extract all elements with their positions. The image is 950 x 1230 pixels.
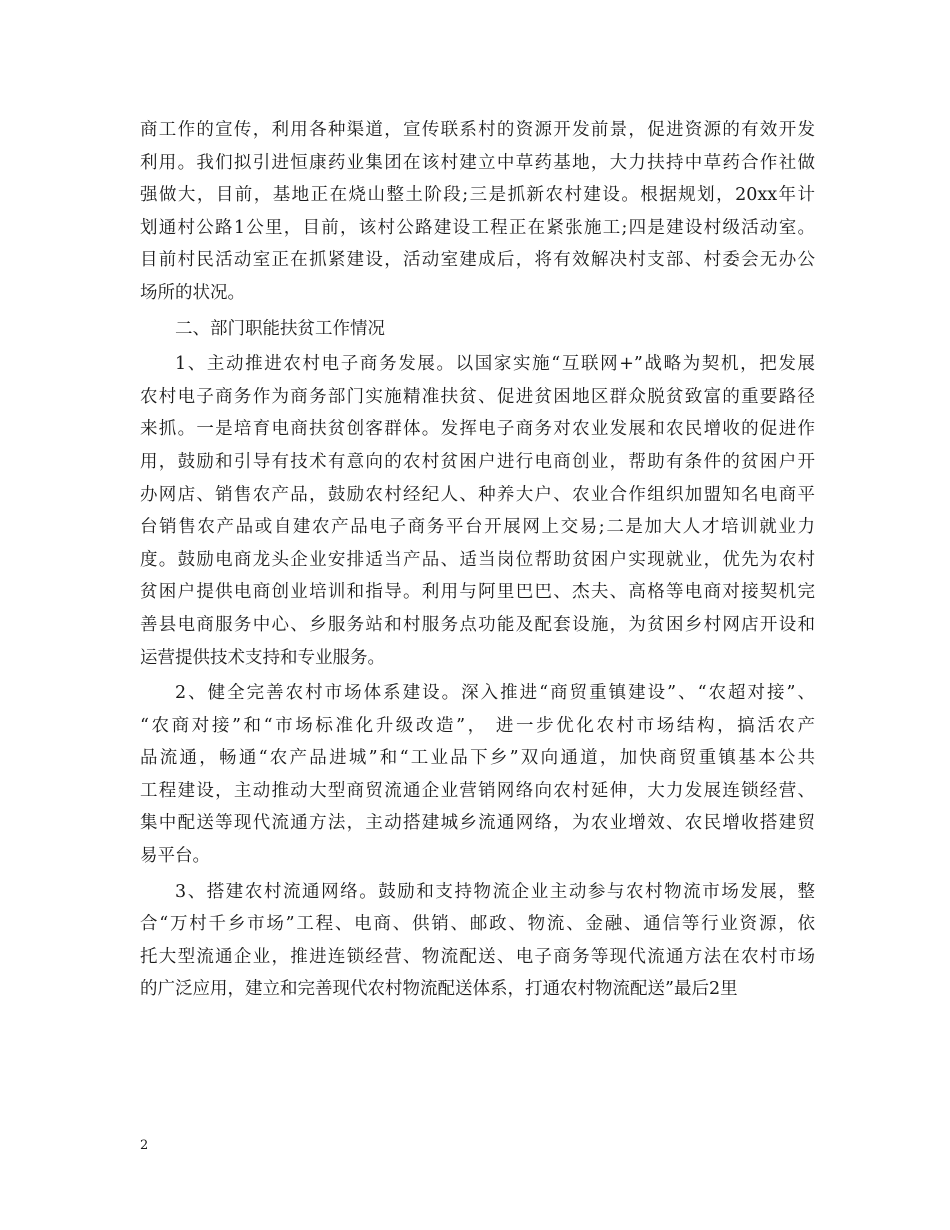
paragraph-line: 集中配送等现代流通方法，主动搭建城乡流通网络，为农业增效、农民增收搭建贸 [140, 813, 815, 834]
paragraph-line: 易平台。 [140, 846, 210, 867]
paragraph-line: “农商对接”和“市场标准化升级改造”， 进一步优化农村市场结构，搞活农产 [140, 715, 815, 736]
paragraph-line: 商工作的宣传，利用各种渠道，宣传联系村的资源开发前景，促进资源的有效开发 [140, 120, 815, 140]
paragraph-line: 场所的状况。 [140, 282, 245, 303]
paragraph-line: 贫困户提供电商创业培训和指导。利用与阿里巴巴、杰夫、高格等电商对接契机完 [140, 582, 815, 603]
paragraph-line: 利用。我们拟引进恒康药业集团在该村建立中草药基地，大力扶持中草药合作社做 [140, 152, 815, 173]
paragraph-line: 的广泛应用，建立和完善现代农村物流配送体系，打通农村物流配送”最后2里 [140, 979, 738, 1000]
paragraph-line: 工程建设，主动推动大型商贸流通企业营销网络向农村延伸，大力发展连锁经营、 [140, 780, 815, 801]
paragraph-line: 来抓。一是培育电商扶贫创客群体。发挥电子商务对农业发展和农民增收的促进作 [140, 419, 815, 440]
paragraph-line: 用，鼓励和引导有技术有意向的农村贫困户进行电商创业，帮助有条件的贫困户开 [140, 451, 815, 472]
document-body [140, 114, 815, 1006]
paragraph-line: 托大型流通企业，推进连锁经营、物流配送、电子商务等现代流通方法在农村市场 [140, 946, 815, 967]
paragraph-line: 二、部门职能扶贫工作情况 [175, 318, 385, 339]
paragraph [140, 114, 815, 310]
paragraph-line: 1、主动推进农村电子商务发展。以国家实施“互联网+”战略为契机，把发展 [175, 354, 815, 375]
paragraph [140, 876, 815, 1006]
paragraph-line: 运营提供技术支持和专业服务。 [140, 647, 385, 668]
paragraph-line: 合“万村千乡市场”工程、电商、供销、邮政、物流、金融、通信等行业资源，依 [140, 914, 815, 935]
paragraph [140, 348, 815, 674]
paragraph-line: 农村电子商务作为商务部门实施精准扶贫、促进贫困地区群众脱贫致富的重要路径 [140, 386, 815, 407]
paragraph-line: 目前村民活动室正在抓紧建设，活动室建成后，将有效解决村支部、村委会无办公 [140, 250, 815, 271]
paragraph-line: 强做大，目前，基地正在烧山整土阶段;三是抓新农村建设。根据规划，20xx年计 [140, 185, 815, 206]
paragraph-line: 品流通，畅通“农产品进城”和“工业品下乡”双向通道，加快商贸重镇基本公共 [140, 748, 815, 769]
paragraph-line: 度。鼓励电商龙头企业安排适当产品、适当岗位帮助贫困户实现就业，优先为农村 [140, 549, 815, 570]
paragraph [140, 677, 815, 873]
paragraph-line: 办网店、销售农产品，鼓励农村经纪人、种养大户、农业合作组织加盟知名电商平 [140, 484, 815, 505]
paragraph-line: 台销售农产品或自建农产品电子商务平台开展网上交易;二是加大人才培训就业力 [140, 517, 815, 538]
paragraph-line: 2、健全完善农村市场体系建设。深入推进“商贸重镇建设”、“农超对接”、 [175, 683, 815, 704]
paragraph-line: 善县电商服务中心、乡服务站和村服务点功能及配套设施，为贫困乡村网店开设和 [140, 614, 815, 635]
paragraph-line: 划通村公路1公里，目前，该村公路建设工程正在紧张施工;四是建设村级活动室。 [140, 217, 815, 238]
page-number: 2 [140, 1138, 149, 1153]
paragraph [140, 313, 815, 346]
paragraph-line: 3、搭建农村流通网络。鼓励和支持物流企业主动参与农村物流市场发展，整 [175, 881, 815, 902]
